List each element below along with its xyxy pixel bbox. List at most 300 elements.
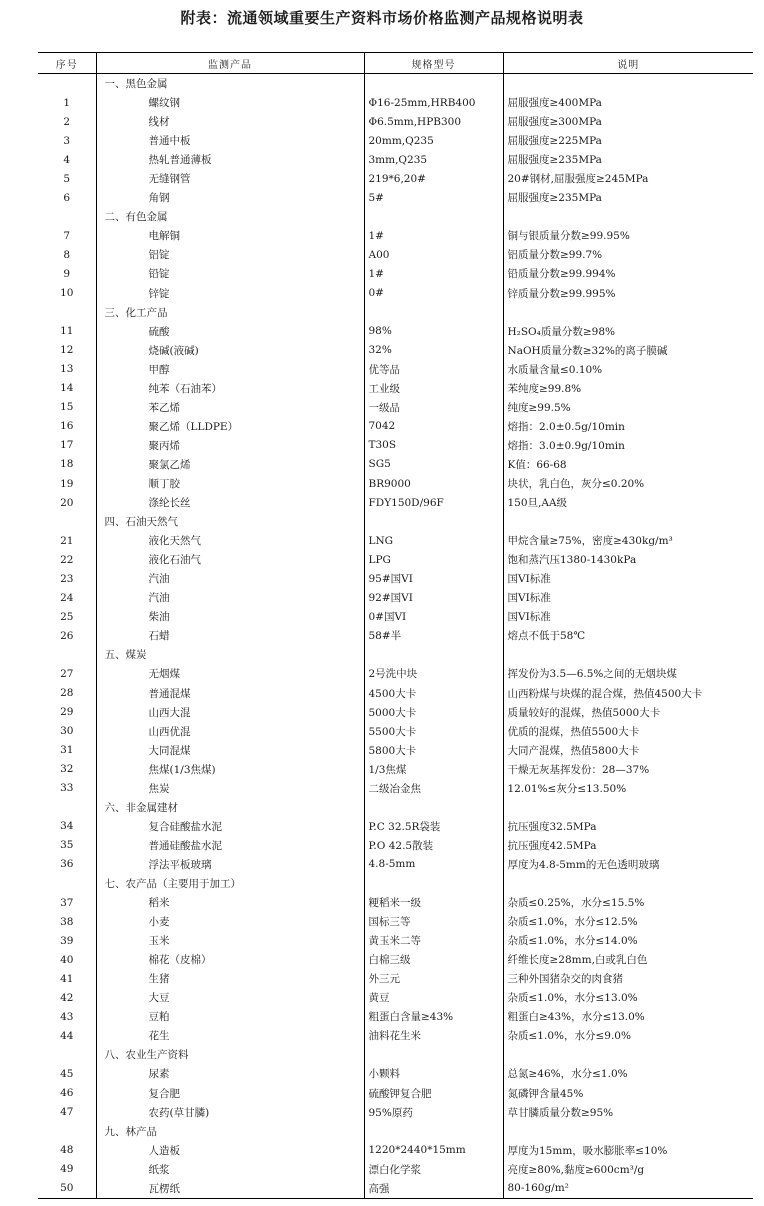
category-name: 九、林产品 xyxy=(96,1122,364,1141)
cell-product: 铅锭 xyxy=(96,264,364,283)
cell-seq: 30 xyxy=(38,722,96,741)
cell-description xyxy=(503,1122,753,1141)
table-row xyxy=(38,779,753,798)
table-row xyxy=(38,417,753,436)
cell-product: 焦煤(1/3焦煤) xyxy=(96,760,364,779)
cell-description: 国VI标准 xyxy=(507,611,551,624)
cell-spec: 5500大卡 xyxy=(364,722,503,741)
table-row xyxy=(38,950,753,969)
cell-spec: T30S xyxy=(364,436,503,455)
cell-description xyxy=(503,207,753,226)
table-row xyxy=(38,626,753,645)
cell-product: 花生 xyxy=(96,1026,364,1045)
cell-description: 块状，乳白色，灰分≤0.20% xyxy=(507,478,645,490)
cell-seq: 8 xyxy=(38,245,96,264)
table-row xyxy=(38,969,753,988)
category-name: 二、有色金属 xyxy=(96,207,364,226)
cell-seq xyxy=(38,645,96,664)
cell-description: K值：66-68 xyxy=(507,458,567,471)
cell-spec: 硫酸钾复合肥 xyxy=(364,1083,503,1102)
cell-description: 铝质量分数≥99.7% xyxy=(507,249,603,262)
cell-spec: 工业级 xyxy=(364,379,503,398)
cell-seq xyxy=(38,1122,96,1141)
cell-seq: 10 xyxy=(38,284,96,303)
table-row xyxy=(38,398,753,417)
spec-table xyxy=(38,52,753,1199)
cell-spec: 2号洗中块 xyxy=(364,664,503,683)
cell-seq: 1 xyxy=(38,93,96,112)
cell-spec: 98% xyxy=(364,322,503,341)
cell-spec: Φ16-25mm,HRB400 xyxy=(364,93,503,112)
cell-description: 12.01%≤灰分≤13.50% xyxy=(507,782,627,795)
cell-seq: 44 xyxy=(38,1026,96,1045)
cell-spec: 5800大卡 xyxy=(364,741,503,760)
table-row xyxy=(38,664,753,683)
cell-description xyxy=(503,874,753,893)
cell-description: 干燥无灰基挥发份：28—37% xyxy=(507,763,650,776)
category-name: 一、黑色金属 xyxy=(96,74,364,94)
cell-description: 20#钢材,屈服强度≥245MPa xyxy=(507,173,649,186)
cell-seq: 35 xyxy=(38,836,96,855)
table-row xyxy=(38,1141,753,1160)
table-row xyxy=(38,684,753,703)
cell-product: 大同混煤 xyxy=(96,741,364,760)
cell-spec xyxy=(364,798,503,817)
table-row xyxy=(38,741,753,760)
cell-description: 150旦,AA级 xyxy=(507,497,568,510)
cell-seq: 47 xyxy=(38,1103,96,1122)
cell-spec: 漂白化学浆 xyxy=(364,1160,503,1179)
cell-description: 草甘膦质量分数≥95% xyxy=(507,1106,614,1119)
cell-product: 汽油 xyxy=(96,569,364,588)
cell-description: 抗压强度42.5MPa xyxy=(507,839,597,852)
cell-spec: 95#国VI xyxy=(364,569,503,588)
cell-description: 杂质≤0.25%，水分≤15.5% xyxy=(507,897,645,910)
cell-spec: 4500大卡 xyxy=(364,684,503,703)
cell-product: 焦炭 xyxy=(96,779,364,798)
cell-seq: 19 xyxy=(38,474,96,493)
table-row xyxy=(38,893,753,912)
cell-spec: 国标三等 xyxy=(364,912,503,931)
cell-spec: 油料花生米 xyxy=(364,1026,503,1045)
cell-description: 粗蛋白≥43%，水分≤13.0% xyxy=(507,1011,645,1024)
cell-product: 生猪 xyxy=(96,969,364,988)
cell-product: 电解铜 xyxy=(96,226,364,245)
table-row xyxy=(38,93,753,112)
table-body xyxy=(38,74,753,1199)
table-row xyxy=(38,703,753,722)
cell-product: 人造板 xyxy=(96,1141,364,1160)
cell-seq: 15 xyxy=(38,398,96,417)
table-row xyxy=(38,931,753,950)
cell-spec: 0#国VI xyxy=(364,607,503,626)
cell-seq: 11 xyxy=(38,322,96,341)
table-row xyxy=(38,988,753,1007)
cell-product: 山西大混 xyxy=(96,703,364,722)
document-title: 附表：流通领域重要生产资料市场价格监测产品规格说明表 xyxy=(180,9,584,27)
category-row xyxy=(38,303,753,322)
cell-description: 总氮≥46%，水分≤1.0% xyxy=(507,1068,628,1081)
cell-product: 小麦 xyxy=(96,912,364,931)
table-row xyxy=(38,455,753,474)
cell-seq: 34 xyxy=(38,817,96,836)
header-seq: 序号 xyxy=(38,53,96,74)
table-row xyxy=(38,150,753,169)
table-row xyxy=(38,607,753,626)
category-name: 五、煤炭 xyxy=(96,645,364,664)
cell-description: 甲烷含量≥75%，密度≥430kg/m³ xyxy=(507,535,673,548)
cell-description xyxy=(503,798,753,817)
cell-description: 熔指：3.0±0.9g/10min xyxy=(507,439,625,452)
cell-description: 屈服强度≥400MPa xyxy=(507,97,602,110)
category-row xyxy=(38,1122,753,1141)
cell-product: 热轧普通薄板 xyxy=(96,150,364,169)
cell-seq: 43 xyxy=(38,1007,96,1026)
cell-spec: 黄玉米二等 xyxy=(364,931,503,950)
table-header-row xyxy=(38,53,753,74)
table-row xyxy=(38,284,753,303)
cell-description: 厚度为15mm，吸水膨胀率≤10% xyxy=(507,1144,668,1157)
cell-seq: 36 xyxy=(38,855,96,874)
cell-spec: 32% xyxy=(364,341,503,360)
cell-seq: 45 xyxy=(38,1064,96,1083)
cell-seq xyxy=(38,874,96,893)
cell-spec xyxy=(364,645,503,664)
cell-description xyxy=(503,512,753,531)
cell-product: 瓦楞纸 xyxy=(96,1179,364,1199)
category-row xyxy=(38,512,753,531)
cell-description: 苯纯度≥99.8% xyxy=(507,382,582,395)
cell-seq: 21 xyxy=(38,531,96,550)
cell-spec: 20mm,Q235 xyxy=(364,131,503,150)
cell-spec: 3mm,Q235 xyxy=(364,150,503,169)
table-row xyxy=(38,722,753,741)
cell-spec: 1220*2440*15mm xyxy=(364,1141,503,1160)
cell-description: 屈服强度≥235MPa xyxy=(507,192,602,205)
category-row xyxy=(38,207,753,226)
cell-spec: 1# xyxy=(364,226,503,245)
cell-product: 聚氯乙烯 xyxy=(96,455,364,474)
cell-spec xyxy=(364,512,503,531)
cell-spec: 一级品 xyxy=(364,398,503,417)
cell-product: 豆粕 xyxy=(96,1007,364,1026)
cell-seq: 16 xyxy=(38,417,96,436)
cell-seq: 40 xyxy=(38,950,96,969)
category-row xyxy=(38,874,753,893)
category-row xyxy=(38,645,753,664)
cell-description: 屈服强度≥225MPa xyxy=(507,135,602,148)
cell-seq: 20 xyxy=(38,493,96,512)
cell-product: 纯苯（石油苯） xyxy=(96,379,364,398)
table-row xyxy=(38,760,753,779)
cell-seq xyxy=(38,798,96,817)
cell-seq: 12 xyxy=(38,341,96,360)
cell-description: 铜与银质量分数≥99.95% xyxy=(507,230,630,243)
cell-seq: 32 xyxy=(38,760,96,779)
table-row xyxy=(38,1026,753,1045)
table-row xyxy=(38,569,753,588)
table-row xyxy=(38,817,753,836)
category-name: 四、石油天然气 xyxy=(96,512,364,531)
cell-spec xyxy=(364,1122,503,1141)
cell-description xyxy=(503,1045,753,1064)
cell-spec xyxy=(364,874,503,893)
table-row xyxy=(38,360,753,379)
cell-product: 普通硅酸盐水泥 xyxy=(96,836,364,855)
cell-spec: 黄豆 xyxy=(364,988,503,1007)
table-row xyxy=(38,169,753,188)
table-row xyxy=(38,474,753,493)
cell-product: 液化石油气 xyxy=(96,550,364,569)
cell-product: 螺纹钢 xyxy=(96,93,364,112)
cell-product: 纸浆 xyxy=(96,1160,364,1179)
table-row xyxy=(38,188,753,207)
cell-product: 稻米 xyxy=(96,893,364,912)
cell-seq xyxy=(38,303,96,322)
cell-spec: 7042 xyxy=(364,417,503,436)
cell-product: 尿素 xyxy=(96,1064,364,1083)
category-row xyxy=(38,74,753,94)
cell-spec xyxy=(364,1045,503,1064)
cell-product: 聚丙烯 xyxy=(96,436,364,455)
cell-spec xyxy=(364,207,503,226)
cell-seq: 25 xyxy=(38,607,96,626)
cell-product: 铝锭 xyxy=(96,245,364,264)
cell-spec: P.C 32.5R袋装 xyxy=(364,817,503,836)
cell-product: 涤纶长丝 xyxy=(96,493,364,512)
table-row xyxy=(38,1007,753,1026)
cell-description: 杂质≤1.0%，水分≤12.5% xyxy=(507,916,638,929)
cell-product: 农药(草甘膦) xyxy=(96,1103,364,1122)
cell-product: 烧碱(液碱) xyxy=(96,341,364,360)
cell-product: 甲醇 xyxy=(96,360,364,379)
cell-spec: FDY150D/96F xyxy=(364,493,503,512)
cell-description: 国VI标准 xyxy=(507,592,551,605)
table-row xyxy=(38,436,753,455)
cell-product: 柴油 xyxy=(96,607,364,626)
table-row xyxy=(38,836,753,855)
cell-seq: 14 xyxy=(38,379,96,398)
cell-spec: 58#半 xyxy=(364,626,503,645)
cell-description: 饱和蒸汽压1380-1430kPa xyxy=(507,554,637,567)
cell-product: 无烟煤 xyxy=(96,664,364,683)
cell-description: 亮度≥80%,黏度≥600cm³/g xyxy=(507,1163,645,1176)
category-row xyxy=(38,798,753,817)
cell-description: 国VI标准 xyxy=(507,573,551,586)
table-row xyxy=(38,493,753,512)
cell-seq: 4 xyxy=(38,150,96,169)
cell-description: 挥发份为3.5—6.5%之间的无烟块煤 xyxy=(507,668,677,681)
cell-spec: 0# xyxy=(364,284,503,303)
cell-description: 屈服强度≥300MPa xyxy=(507,116,602,129)
cell-seq: 18 xyxy=(38,455,96,474)
cell-product: 玉米 xyxy=(96,931,364,950)
cell-seq: 48 xyxy=(38,1141,96,1160)
cell-description: 80-160g/m² xyxy=(503,1179,753,1199)
table-row xyxy=(38,379,753,398)
cell-seq: 6 xyxy=(38,188,96,207)
table-row xyxy=(38,322,753,341)
cell-seq: 38 xyxy=(38,912,96,931)
cell-seq: 50 xyxy=(38,1179,96,1199)
cell-seq: 37 xyxy=(38,893,96,912)
category-row xyxy=(38,1045,753,1064)
cell-seq: 33 xyxy=(38,779,96,798)
cell-spec: 5# xyxy=(364,188,503,207)
table-row xyxy=(38,912,753,931)
cell-product: 普通混煤 xyxy=(96,684,364,703)
table-row xyxy=(38,341,753,360)
cell-product: 石蜡 xyxy=(96,626,364,645)
cell-spec: 92#国VI xyxy=(364,588,503,607)
cell-product: 锌锭 xyxy=(96,284,364,303)
table-row xyxy=(38,531,753,550)
cell-description: 熔指：2.0±0.5g/10min xyxy=(507,420,625,433)
cell-spec: 高强 xyxy=(364,1179,503,1199)
cell-product: 角钢 xyxy=(96,188,364,207)
cell-description: 熔点不低于58℃ xyxy=(507,630,586,643)
cell-seq xyxy=(38,1045,96,1064)
cell-product: 苯乙烯 xyxy=(96,398,364,417)
cell-description: 锌质量分数≥99.995% xyxy=(507,287,616,300)
cell-seq: 17 xyxy=(38,436,96,455)
cell-spec: 二级冶金焦 xyxy=(364,779,503,798)
cell-spec: P.O 42.5散装 xyxy=(364,836,503,855)
cell-seq xyxy=(38,207,96,226)
table-row xyxy=(38,264,753,283)
cell-description: 三种外国猪杂交的肉食猪 xyxy=(507,973,623,986)
cell-seq xyxy=(38,74,96,94)
cell-seq: 31 xyxy=(38,741,96,760)
cell-description: 抗压强度32.5MPa xyxy=(507,820,597,833)
cell-product: 顺丁胶 xyxy=(96,474,364,493)
cell-spec: 优等品 xyxy=(364,360,503,379)
cell-spec: Φ6.5mm,HPB300 xyxy=(364,112,503,131)
cell-description: 大同产混煤，热值5800大卡 xyxy=(507,744,640,757)
cell-seq: 27 xyxy=(38,664,96,683)
header-product: 监测产品 xyxy=(96,53,364,74)
table-row xyxy=(38,245,753,264)
cell-spec: 95%原药 xyxy=(364,1103,503,1122)
cell-seq: 26 xyxy=(38,626,96,645)
cell-description: 杂质≤1.0%，水分≤14.0% xyxy=(507,935,638,948)
cell-seq: 22 xyxy=(38,550,96,569)
cell-seq: 9 xyxy=(38,264,96,283)
cell-spec: A00 xyxy=(364,245,503,264)
table-row xyxy=(38,1083,753,1102)
cell-seq: 39 xyxy=(38,931,96,950)
cell-description: H₂SO₄质量分数≥98% xyxy=(507,325,616,338)
cell-product: 山西优混 xyxy=(96,722,364,741)
header-spec: 规格型号 xyxy=(364,53,503,74)
cell-description: 厚度为4.8-5mm的无色透明玻璃 xyxy=(507,858,660,871)
cell-spec: LPG xyxy=(364,550,503,569)
table-row xyxy=(38,1160,753,1179)
cell-product: 大豆 xyxy=(96,988,364,1007)
cell-description: 质量较好的混煤，热值5000大卡 xyxy=(507,706,661,719)
cell-spec: 219*6,20# xyxy=(364,169,503,188)
cell-description: 优质的混煤，热值5500大卡 xyxy=(507,725,640,738)
cell-spec: 小颗料 xyxy=(364,1064,503,1083)
cell-seq: 23 xyxy=(38,569,96,588)
cell-description xyxy=(503,645,753,664)
cell-description: 屈服强度≥235MPa xyxy=(507,154,602,167)
table-row xyxy=(38,588,753,607)
cell-product: 浮法平板玻璃 xyxy=(96,855,364,874)
cell-spec: 粗蛋白含量≥43% xyxy=(364,1007,503,1026)
cell-product: 聚乙烯（LLDPE） xyxy=(96,417,364,436)
cell-spec xyxy=(364,74,503,94)
table-row xyxy=(38,550,753,569)
cell-spec: 粳稻米一级 xyxy=(364,893,503,912)
cell-seq: 42 xyxy=(38,988,96,1007)
cell-seq: 41 xyxy=(38,969,96,988)
cell-description: 山西粉煤与块煤的混合煤，热值4500大卡 xyxy=(507,687,703,700)
cell-seq: 49 xyxy=(38,1160,96,1179)
table-row xyxy=(38,1179,753,1199)
cell-spec: SG5 xyxy=(364,455,503,474)
cell-seq: 29 xyxy=(38,703,96,722)
cell-spec: 白棉三级 xyxy=(364,950,503,969)
category-name: 三、化工产品 xyxy=(96,303,364,322)
cell-description xyxy=(503,74,753,94)
cell-seq: 5 xyxy=(38,169,96,188)
cell-spec: 1# xyxy=(364,264,503,283)
category-name: 七、农产品（主要用于加工） xyxy=(96,874,364,893)
cell-spec: 外三元 xyxy=(364,969,503,988)
cell-description: 氮磷钾含量45% xyxy=(507,1087,584,1100)
cell-product: 棉花（皮棉） xyxy=(96,950,364,969)
cell-spec: 1/3焦煤 xyxy=(364,760,503,779)
category-name: 八、农业生产资料 xyxy=(96,1045,364,1064)
cell-seq: 28 xyxy=(38,684,96,703)
cell-product: 液化天然气 xyxy=(96,531,364,550)
cell-seq: 24 xyxy=(38,588,96,607)
cell-product: 无缝钢管 xyxy=(96,169,364,188)
cell-seq: 7 xyxy=(38,226,96,245)
cell-description: 纤维长度≥28mm,白或乳白色 xyxy=(507,954,648,967)
cell-description: 杂质≤1.0%，水分≤9.0% xyxy=(507,1030,631,1043)
cell-description: 水质量含量≤0.10% xyxy=(507,363,603,376)
cell-product: 汽油 xyxy=(96,588,364,607)
cell-product: 普通中板 xyxy=(96,131,364,150)
cell-description: NaOH质量分数≥32%的离子膜碱 xyxy=(507,344,668,357)
cell-description: 杂质≤1.0%，水分≤13.0% xyxy=(507,992,638,1005)
cell-seq xyxy=(38,512,96,531)
cell-spec: BR9000 xyxy=(364,474,503,493)
cell-product: 复合硅酸盐水泥 xyxy=(96,817,364,836)
cell-product: 硫酸 xyxy=(96,322,364,341)
table-row xyxy=(38,226,753,245)
category-name: 六、非金属建材 xyxy=(96,798,364,817)
cell-product: 线材 xyxy=(96,112,364,131)
cell-product: 复合肥 xyxy=(96,1083,364,1102)
table-row xyxy=(38,1064,753,1083)
cell-spec: LNG xyxy=(364,531,503,550)
header-description: 说明 xyxy=(503,53,753,74)
cell-seq: 13 xyxy=(38,360,96,379)
table-row xyxy=(38,131,753,150)
cell-spec: 4.8-5mm xyxy=(364,855,503,874)
cell-seq: 3 xyxy=(38,131,96,150)
cell-spec: 5000大卡 xyxy=(364,703,503,722)
cell-seq: 2 xyxy=(38,112,96,131)
table-row xyxy=(38,1103,753,1122)
cell-seq: 46 xyxy=(38,1083,96,1102)
table-row xyxy=(38,855,753,874)
table-row xyxy=(38,112,753,131)
cell-description: 纯度≥99.5% xyxy=(507,401,571,414)
